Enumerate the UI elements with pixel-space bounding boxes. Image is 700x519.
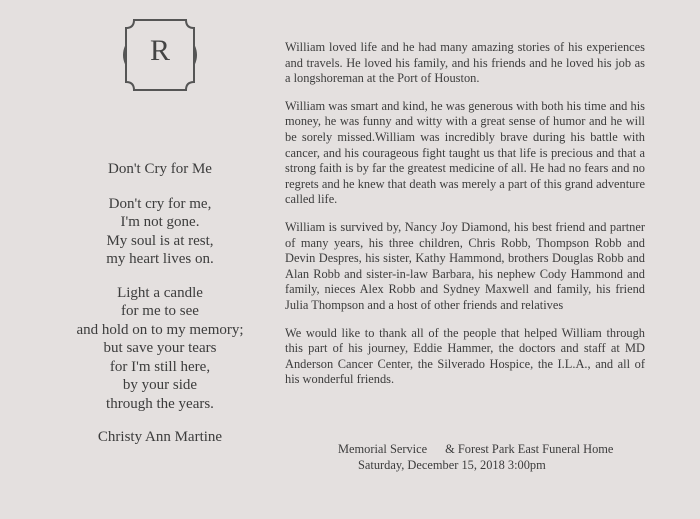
poem-line: Light a candle bbox=[117, 284, 203, 301]
poem-line: by your side bbox=[122, 377, 198, 393]
service-venue: & Forest Park East Funeral Home bbox=[445, 442, 614, 456]
poem-line: I'm not gone. bbox=[120, 214, 200, 230]
obituary-paragraph: William was smart and kind, he was generous with both his time and his money, he was funny and witty with a great sense of humor and he will be sorely missed.William was incredibly brave during his battle with cancer, and his courageous fight taught us that life is precious and that a strong faith is by far the greatest medicine of all. He had no fears and no regrets and he knew that death was merely a part of this grand adventure called life. bbox=[285, 98, 645, 207]
poem-title: Don't Cry for Me bbox=[108, 161, 212, 177]
service-info bbox=[338, 442, 658, 473]
poem-stanza bbox=[50, 195, 270, 269]
poem-line: for me to see bbox=[121, 303, 199, 319]
poem-line: through the years. bbox=[106, 395, 214, 412]
poem-line: my heart lives on. bbox=[106, 251, 214, 267]
poem bbox=[50, 160, 270, 447]
service-label: Memorial Service bbox=[338, 442, 428, 456]
poem-line: Don't cry for me, bbox=[108, 195, 212, 212]
service-line bbox=[338, 442, 658, 458]
obituary-paragraph: William loved life and he had many amazing stories of his experiences and travels. He loved his family, and his friends and he loved his job as a longshoreman at the Port of Houston. bbox=[285, 40, 645, 86]
monogram-frame bbox=[120, 16, 200, 94]
poem-line: My soul is at rest, bbox=[106, 232, 214, 249]
poem-line: and hold on to my memory; bbox=[76, 321, 244, 338]
obituary-text bbox=[285, 40, 645, 400]
poem-author: Christy Ann Martine bbox=[97, 429, 223, 445]
poem-line: for I'm still here, bbox=[109, 358, 211, 375]
poem-stanza bbox=[50, 284, 270, 414]
obituary-paragraph: We would like to thank all of the people that helped William through this part of his journey, Eddie Hammer, the doctors and staff at MD Anderson Cancer Center, the Silverado Hospice, the I.L.A., and all of his wonderful friends. bbox=[285, 325, 645, 387]
obituary-paragraph: William is survived by, Nancy Joy Diamond, his best friend and partner of many years, his three children, Chris Robb, Thompson Robb and Devin Despres, his sister, Kathy Hammond, brothers Douglas Robb and Alan Robb and sister-in-law Barbara, his nephew Cody Hammond and family, nieces Alex Robb and Sydney Maxwell and family, his friend Julia Thompson and a host of other friends and relatives bbox=[285, 219, 645, 312]
service-datetime: Saturday, December 15, 2018 3:00pm bbox=[358, 457, 546, 472]
monogram-letter: R bbox=[149, 34, 170, 67]
poem-line: but save your tears bbox=[103, 340, 217, 356]
